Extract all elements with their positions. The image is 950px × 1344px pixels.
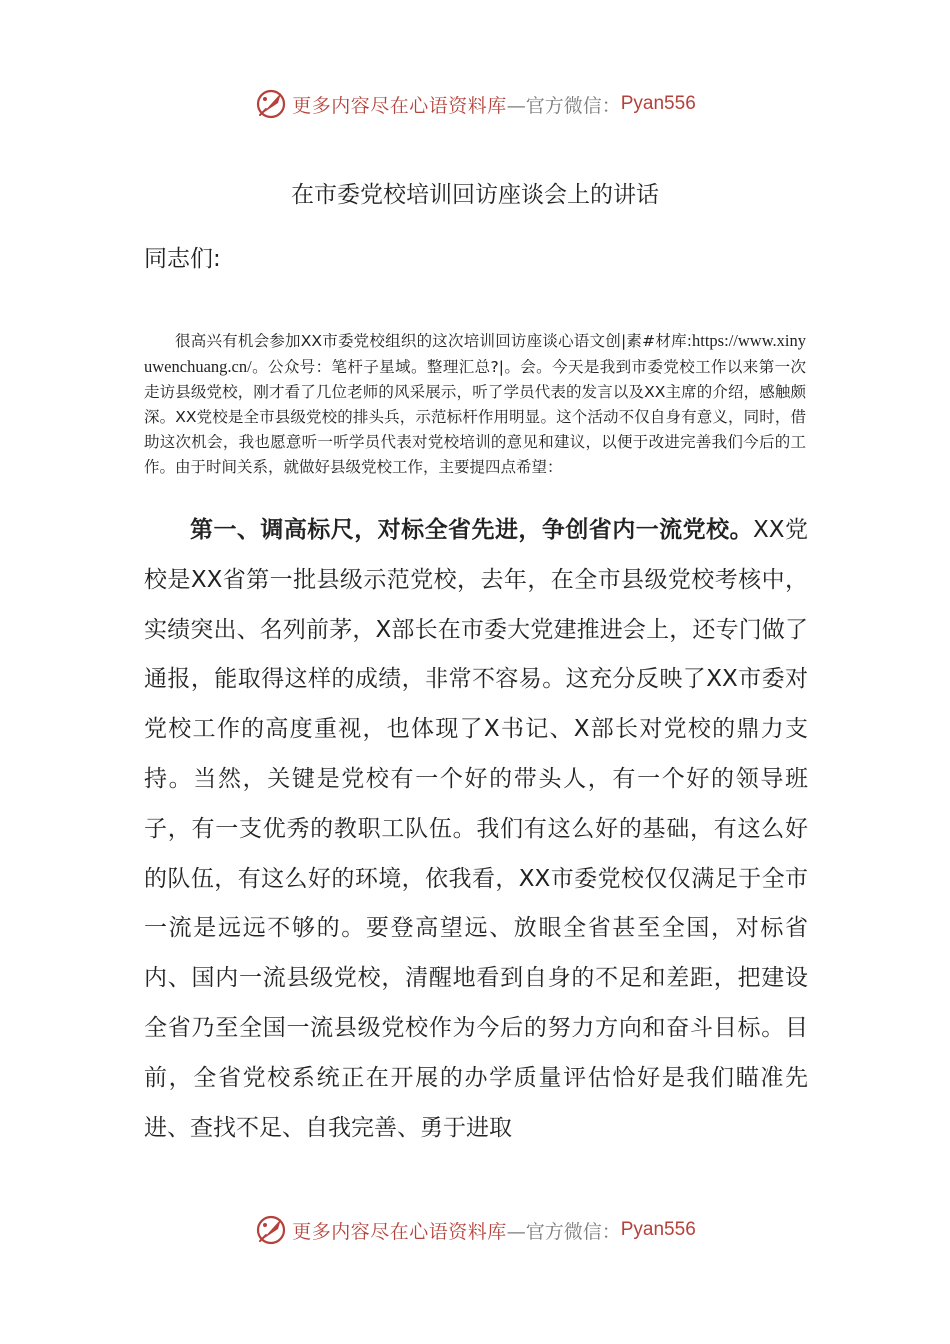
intro-text-after-url: 。公众号：笔杆子星域。整理汇总?|。会。今天是我到市委党校工作以来第一次走访县级党校，刚才看了几位老师的风采展示，听了学员代表的发言以及XX主席的介绍，感触颇深。XX党校是全市县级党校的排头兵，示范标杆作用明显。这个活动不仅自身有意义，同时，借助这次机会，我也愿意听一听学员代表对党校培训的意见和建议，以便于改进完善我们今后的工作。由于时间关系，就做好县级党校工作，主要提四点希望： bbox=[144, 358, 806, 476]
banner-text: 更多内容尽在心语资料库 bbox=[292, 1220, 507, 1243]
point-one-paragraph bbox=[144, 506, 808, 1153]
header-watermark-banner bbox=[0, 84, 950, 124]
banner-separator: —官方微信： bbox=[506, 94, 621, 117]
quill-pen-logo-icon bbox=[254, 87, 288, 121]
salutation: 同志们: bbox=[144, 246, 221, 272]
banner-text: 更多内容尽在心语资料库 bbox=[292, 94, 507, 117]
point-one-heading: 第一、调高标尺，对标全省先进，争创省内一流党校。 bbox=[190, 517, 754, 543]
quill-pen-logo-icon bbox=[254, 1213, 288, 1247]
point-one-body: XX党校是XX省第一批县级示范党校，去年，在全市县级党校考核中，实绩突出、名列前茅，X部长在市委大党建推进会上，还专门做了通报，能取得这样的成绩，非常不容易。这充分反映了XX市委对党校工作的高度重视，也体现了X书记、X部长对党校的鼎力支持。当然，关键是党校有一个好的带头人，有一个好的领导班子，有一支优秀的教职工队伍。我们有这么好的基础，有这么好的队伍，有这么好的环境，依我看，XX市委党校仅仅满足于全市一流是远远不够的。要登高望远、放眼全省甚至全国，对标省内、国内一流县级党校，清醒地看到自身的不足和差距，把建设全省乃至全国一流县级党校作为今后的努力方向和奋斗目标。目前，全省党校系统正在开展的办学质量评估恰好是我们瞄准先进、查找不足、自我完善、勇于进取 bbox=[144, 517, 809, 1141]
banner-wechat-handle: Pyan556 bbox=[620, 93, 696, 114]
intro-url-text: https://www.xinyuwenchuang.cn/ bbox=[144, 331, 806, 376]
footer-watermark-banner bbox=[0, 1210, 950, 1250]
document-title: 在市委党校培训回访座谈会上的讲话 bbox=[291, 182, 659, 208]
banner-separator: —官方微信： bbox=[506, 1220, 621, 1243]
intro-paragraph bbox=[144, 328, 806, 480]
intro-text-before-url: 很高兴有机会参加XX市委党校组织的这次培训回访座谈心语文创|素#材库: bbox=[175, 332, 693, 350]
banner-wechat-handle: Pyan556 bbox=[620, 1219, 696, 1240]
